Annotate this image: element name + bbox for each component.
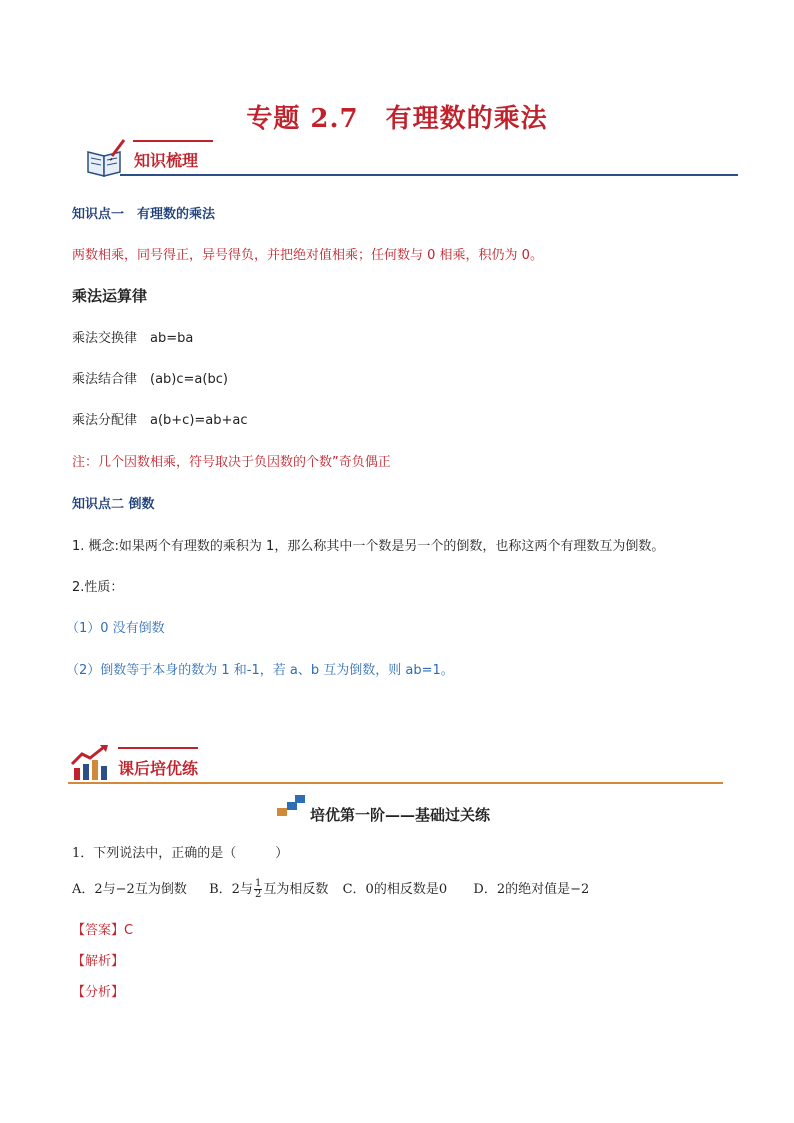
q1-option-a: A．2与−2互为倒数 [72,882,187,897]
kp1-rule: 两数相乘，同号得正，异号得负，并把绝对值相乘；任何数与 0 相乘，积仍为 0。 [72,248,543,263]
fraction-one-half: $\frac{1}{2}$ [254,878,262,900]
section-label-knowledge: 知识梳理 [134,151,199,170]
q1-option-c: C．0的相反数是0 [342,882,448,897]
stage-label: 培优第一阶——基础过关练 [310,806,491,824]
q1-stem: 1．下列说法中，正确的是（ ） [72,846,289,861]
kp2-properties-label: 2.性质： [72,580,124,595]
kp1-heading: 知识点一 有理数的乘法 [72,207,216,222]
q1-option-d: D．2的绝对值是−2 [473,882,590,897]
stage-header [0,796,794,826]
kp2-heading: 知识点二 倒数 [72,497,155,512]
kp2-concept: 1. 概念:如果两个有理数的乘积为 1，那么称其中一个数是另一个的倒数，也称这两个有理数互为倒数。 [72,539,665,554]
section-header-practice [68,742,728,786]
q1-option-b: B．2与 $\frac{1}{2}$ 互为相反数 [209,878,329,900]
section-header-knowledge [80,136,740,180]
kp2-property-2: （2）倒数等于本身的数为 1 和-1，若 a、b 互为倒数，则 ab=1。 [66,663,454,678]
law-distributive: 乘法分配律 a(b+c)=ab+ac [72,413,248,428]
q1-analysis-label: 【解析】 [72,954,125,969]
section-label-practice: 课后培优练 [118,759,199,778]
q1-fenxi-label: 【分析】 [72,985,125,1000]
kp2-property-1: （1）0 没有倒数 [66,621,165,636]
chart-trend-icon [70,744,112,782]
page-title: 专题 2.7 有理数的乘法 [246,104,548,134]
stairs-icon [275,792,309,818]
q1-answer: 【答案】C [72,923,134,938]
book-pen-icon [84,138,128,178]
law-commutative: 乘法交换律 ab=ba [72,331,194,346]
laws-heading: 乘法运算律 [72,287,148,305]
laws-note: 注：几个因数相乘，符号取决于负因数的个数”奇负偶正 [72,455,391,470]
law-associative: 乘法结合律 (ab)c=a(bc) [72,372,228,387]
q1-options [72,878,589,900]
